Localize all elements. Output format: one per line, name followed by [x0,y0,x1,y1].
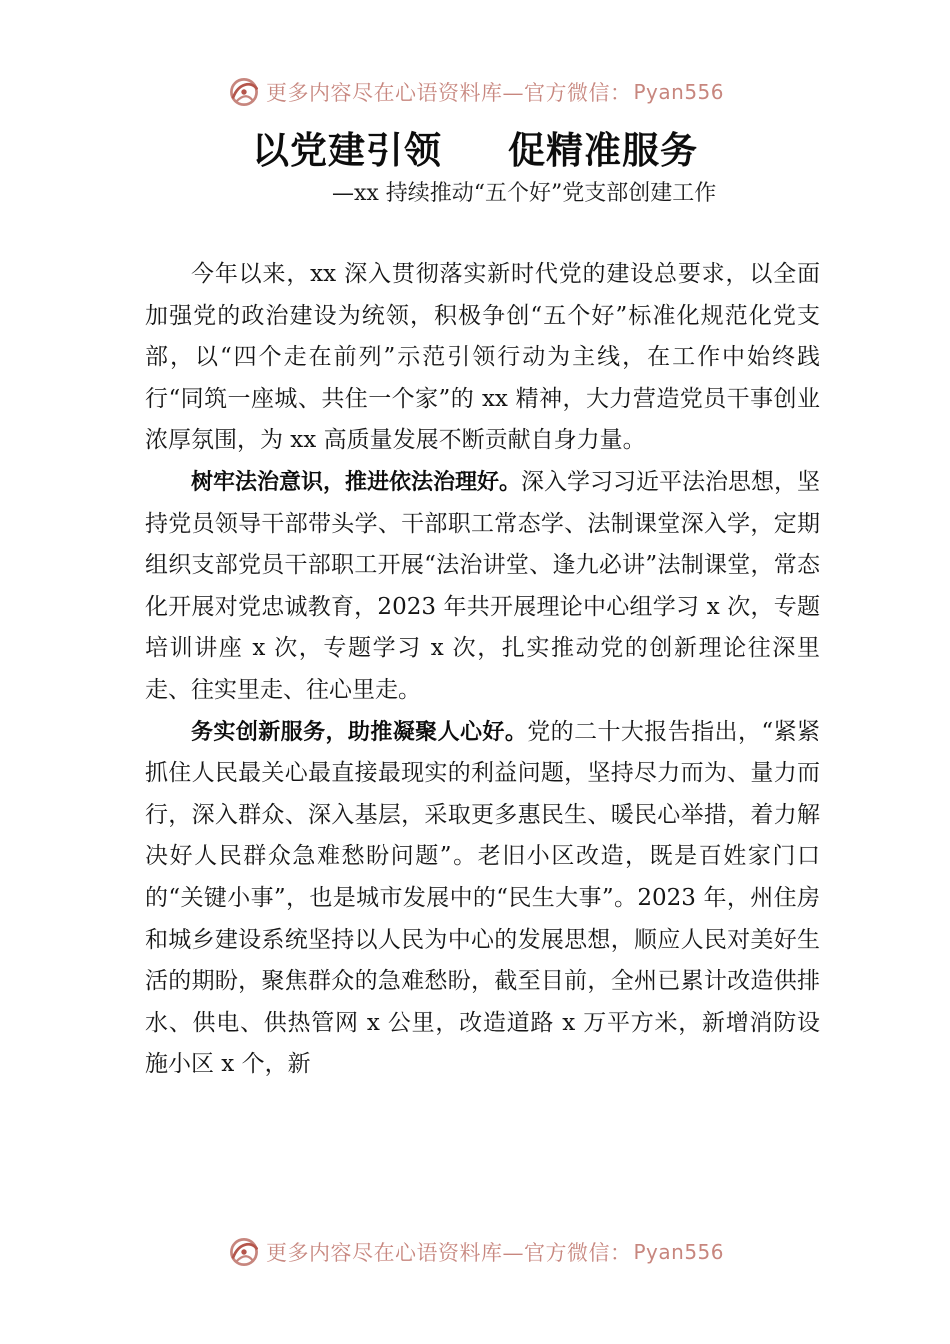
watermark-id: Pyan556 [633,80,724,104]
document-body [145,254,820,1086]
section-2-paragraph [145,712,820,1086]
section-2-body: 党的二十大报告指出，“紧紧抓住人民最关心最直接最现实的利益问题，坚持尽力而为、量力而行，深入群众、深入基层，采取更多惠民生、暖民心举措，着力解决好人民群众急难愁盼问题”。老旧小区改造，既是百姓家门口的“关键小事”，也是城市发展中的“民生大事”。2023 年，州住房和城乡建设系统坚持以人民为中心的发展思想，顺应人民对美好生活的期盼，聚焦群众的急难愁盼，截至目前，全州已累计改造供排水、供电、供热管网 x 公里，改造道路 x 万平方米，新增消防设施小区 x 个，新 [145,718,820,1078]
section-2-lead: 务实创新服务，助推凝聚人心好。 [191,719,528,745]
title-part-1: 以党建引领 [252,128,442,172]
page-title [0,120,950,174]
swirl-logo-icon [226,1234,262,1270]
section-1-body: 深入学习习近平法治思想，坚持党员领导干部带头学、干部职工常态学、法制课堂深入学，定期组织支部党员干部职工开展“法治讲堂、逢九必讲”法制课堂，常态化开展对党忠诚教育，2023 年共开展理论中心组学习 x 次，专题培训讲座 x 次，专题学习 x 次，扎实推动党的创新理论往深里走、往实里走、往心里走。 [145,468,821,703]
watermark-text: 更多内容尽在心语资料库—官方微信： [265,1241,632,1265]
watermark-footer [0,1232,950,1272]
watermark-header [0,72,950,112]
swirl-logo-icon [226,74,262,110]
page-subtitle: —xx 持续推动“五个好”党支部创建工作 [332,181,717,206]
watermark-id: Pyan556 [633,1240,724,1264]
intro-paragraph: 今年以来，xx 深入贯彻落实新时代党的建设总要求，以全面加强党的政治建设为统领，积极争创“五个好”标准化规范化党支部，以“四个走在前列”示范引领行动为主线，在工作中始终践行“同筑一座城、共住一个家”的 xx 精神，大力营造党员干事创业浓厚氛围，为 xx 高质量发展不断贡献自身力量。 [145,261,820,454]
section-1-lead: 树牢法治意识，推进依法治理好。 [191,469,522,495]
watermark-text: 更多内容尽在心语资料库—官方微信： [265,81,632,105]
section-1-paragraph [145,462,820,712]
title-part-2: 促精准服务 [508,128,698,172]
